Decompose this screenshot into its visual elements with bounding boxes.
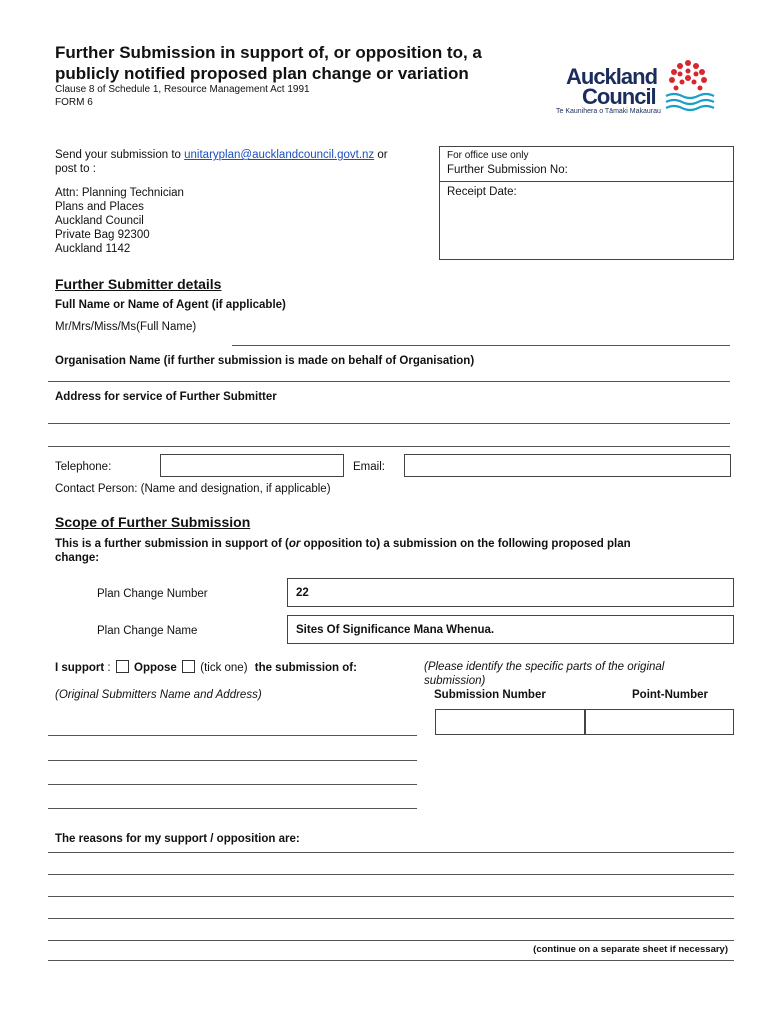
logo-text-auckland: Auckland (566, 64, 658, 89)
send-instructions: Send your submission to unitaryplan@aucklandcouncil.govt.nz or (55, 149, 388, 161)
continue-note: (continue on a separate sheet if necessary) (533, 944, 728, 955)
support-checkbox[interactable] (116, 660, 129, 673)
reasons-line-3[interactable] (48, 896, 734, 897)
form-title: Further Submission in support of, or opposition to, a publicly notified proposed plan change or variation (55, 43, 482, 83)
reasons-line-1[interactable] (48, 852, 734, 853)
reasons-label: The reasons for my support / opposition are: (55, 833, 300, 845)
identify-parts-note: (Please identify the specific parts of the original submission) (424, 661, 665, 687)
point-number-input[interactable] (585, 709, 734, 735)
original-submitter-label: (Original Submitters Name and Address) (55, 689, 262, 701)
email-label: Email: (353, 461, 385, 473)
address-input-line-2[interactable] (48, 446, 730, 447)
logo-tagline: Te Kaunihera o Tāmaki Makaurau (556, 108, 661, 115)
telephone-input[interactable] (160, 454, 344, 477)
plan-change-number-label: Plan Change Number (97, 588, 208, 600)
further-submitter-details-heading: Further Submitter details (55, 276, 222, 292)
scope-intro: This is a further submission in support of (or opposition to) a submission on the following proposed plan change: (55, 538, 631, 564)
clause-reference: Clause 8 of Schedule 1, Resource Management Act 1991 (55, 84, 310, 95)
office-use-heading: For office use only (447, 150, 529, 161)
contact-person-label: Contact Person: (Name and designation, if applicable) (55, 483, 331, 495)
original-submitter-line-4[interactable] (48, 808, 417, 809)
submission-number-input[interactable] (435, 709, 585, 735)
original-submitter-line-3[interactable] (48, 784, 417, 785)
plan-change-number-input[interactable]: 22 (287, 578, 734, 607)
form-number: FORM 6 (55, 97, 93, 108)
receipt-date-label: Receipt Date: (447, 186, 517, 198)
logo-text-council: Council (582, 84, 656, 109)
auckland-council-logo (548, 58, 738, 120)
submission-email-link[interactable]: unitaryplan@aucklandcouncil.govt.nz (184, 149, 375, 161)
office-use-box (439, 146, 734, 260)
oppose-checkbox[interactable] (182, 660, 195, 673)
support-oppose-row: I support : Oppose (tick one) the submission of: (55, 662, 357, 674)
title-options-label: Mr/Mrs/Miss/Ms(Full Name) (55, 321, 197, 333)
post-to-label: post to : (55, 163, 96, 175)
organisation-name-label: Organisation Name (if further submission is made on behalf of Organisation) (55, 355, 475, 367)
original-submitter-line-1[interactable] (48, 735, 417, 736)
plan-change-name-label: Plan Change Name (97, 625, 198, 637)
pohutukawa-flower-icon (658, 58, 716, 114)
postal-address: Attn: Planning Technician Plans and Places Auckland Council Private Bag 92300 Auckland 1142 (55, 187, 184, 255)
further-submission-no-label: Further Submission No: (447, 164, 568, 176)
address-for-service-label: Address for service of Further Submitter (55, 391, 277, 403)
original-submitter-line-2[interactable] (48, 760, 417, 761)
reasons-line-4[interactable] (48, 918, 734, 919)
reasons-line-6[interactable] (48, 960, 734, 961)
plan-change-name-input[interactable]: Sites Of Significance Mana Whenua. (287, 615, 734, 644)
address-input-line-1[interactable] (48, 423, 730, 424)
reasons-line-5[interactable] (48, 940, 734, 941)
submission-number-header: Submission Number (434, 689, 546, 701)
reasons-line-2[interactable] (48, 874, 734, 875)
full-name-input-line[interactable] (232, 345, 730, 346)
full-name-label: Full Name or Name of Agent (if applicable) (55, 299, 286, 311)
scope-heading: Scope of Further Submission (55, 514, 251, 530)
telephone-label: Telephone: (55, 461, 112, 473)
email-input[interactable] (404, 454, 731, 477)
organisation-name-input-line[interactable] (48, 381, 730, 382)
point-number-header: Point-Number (632, 689, 709, 701)
